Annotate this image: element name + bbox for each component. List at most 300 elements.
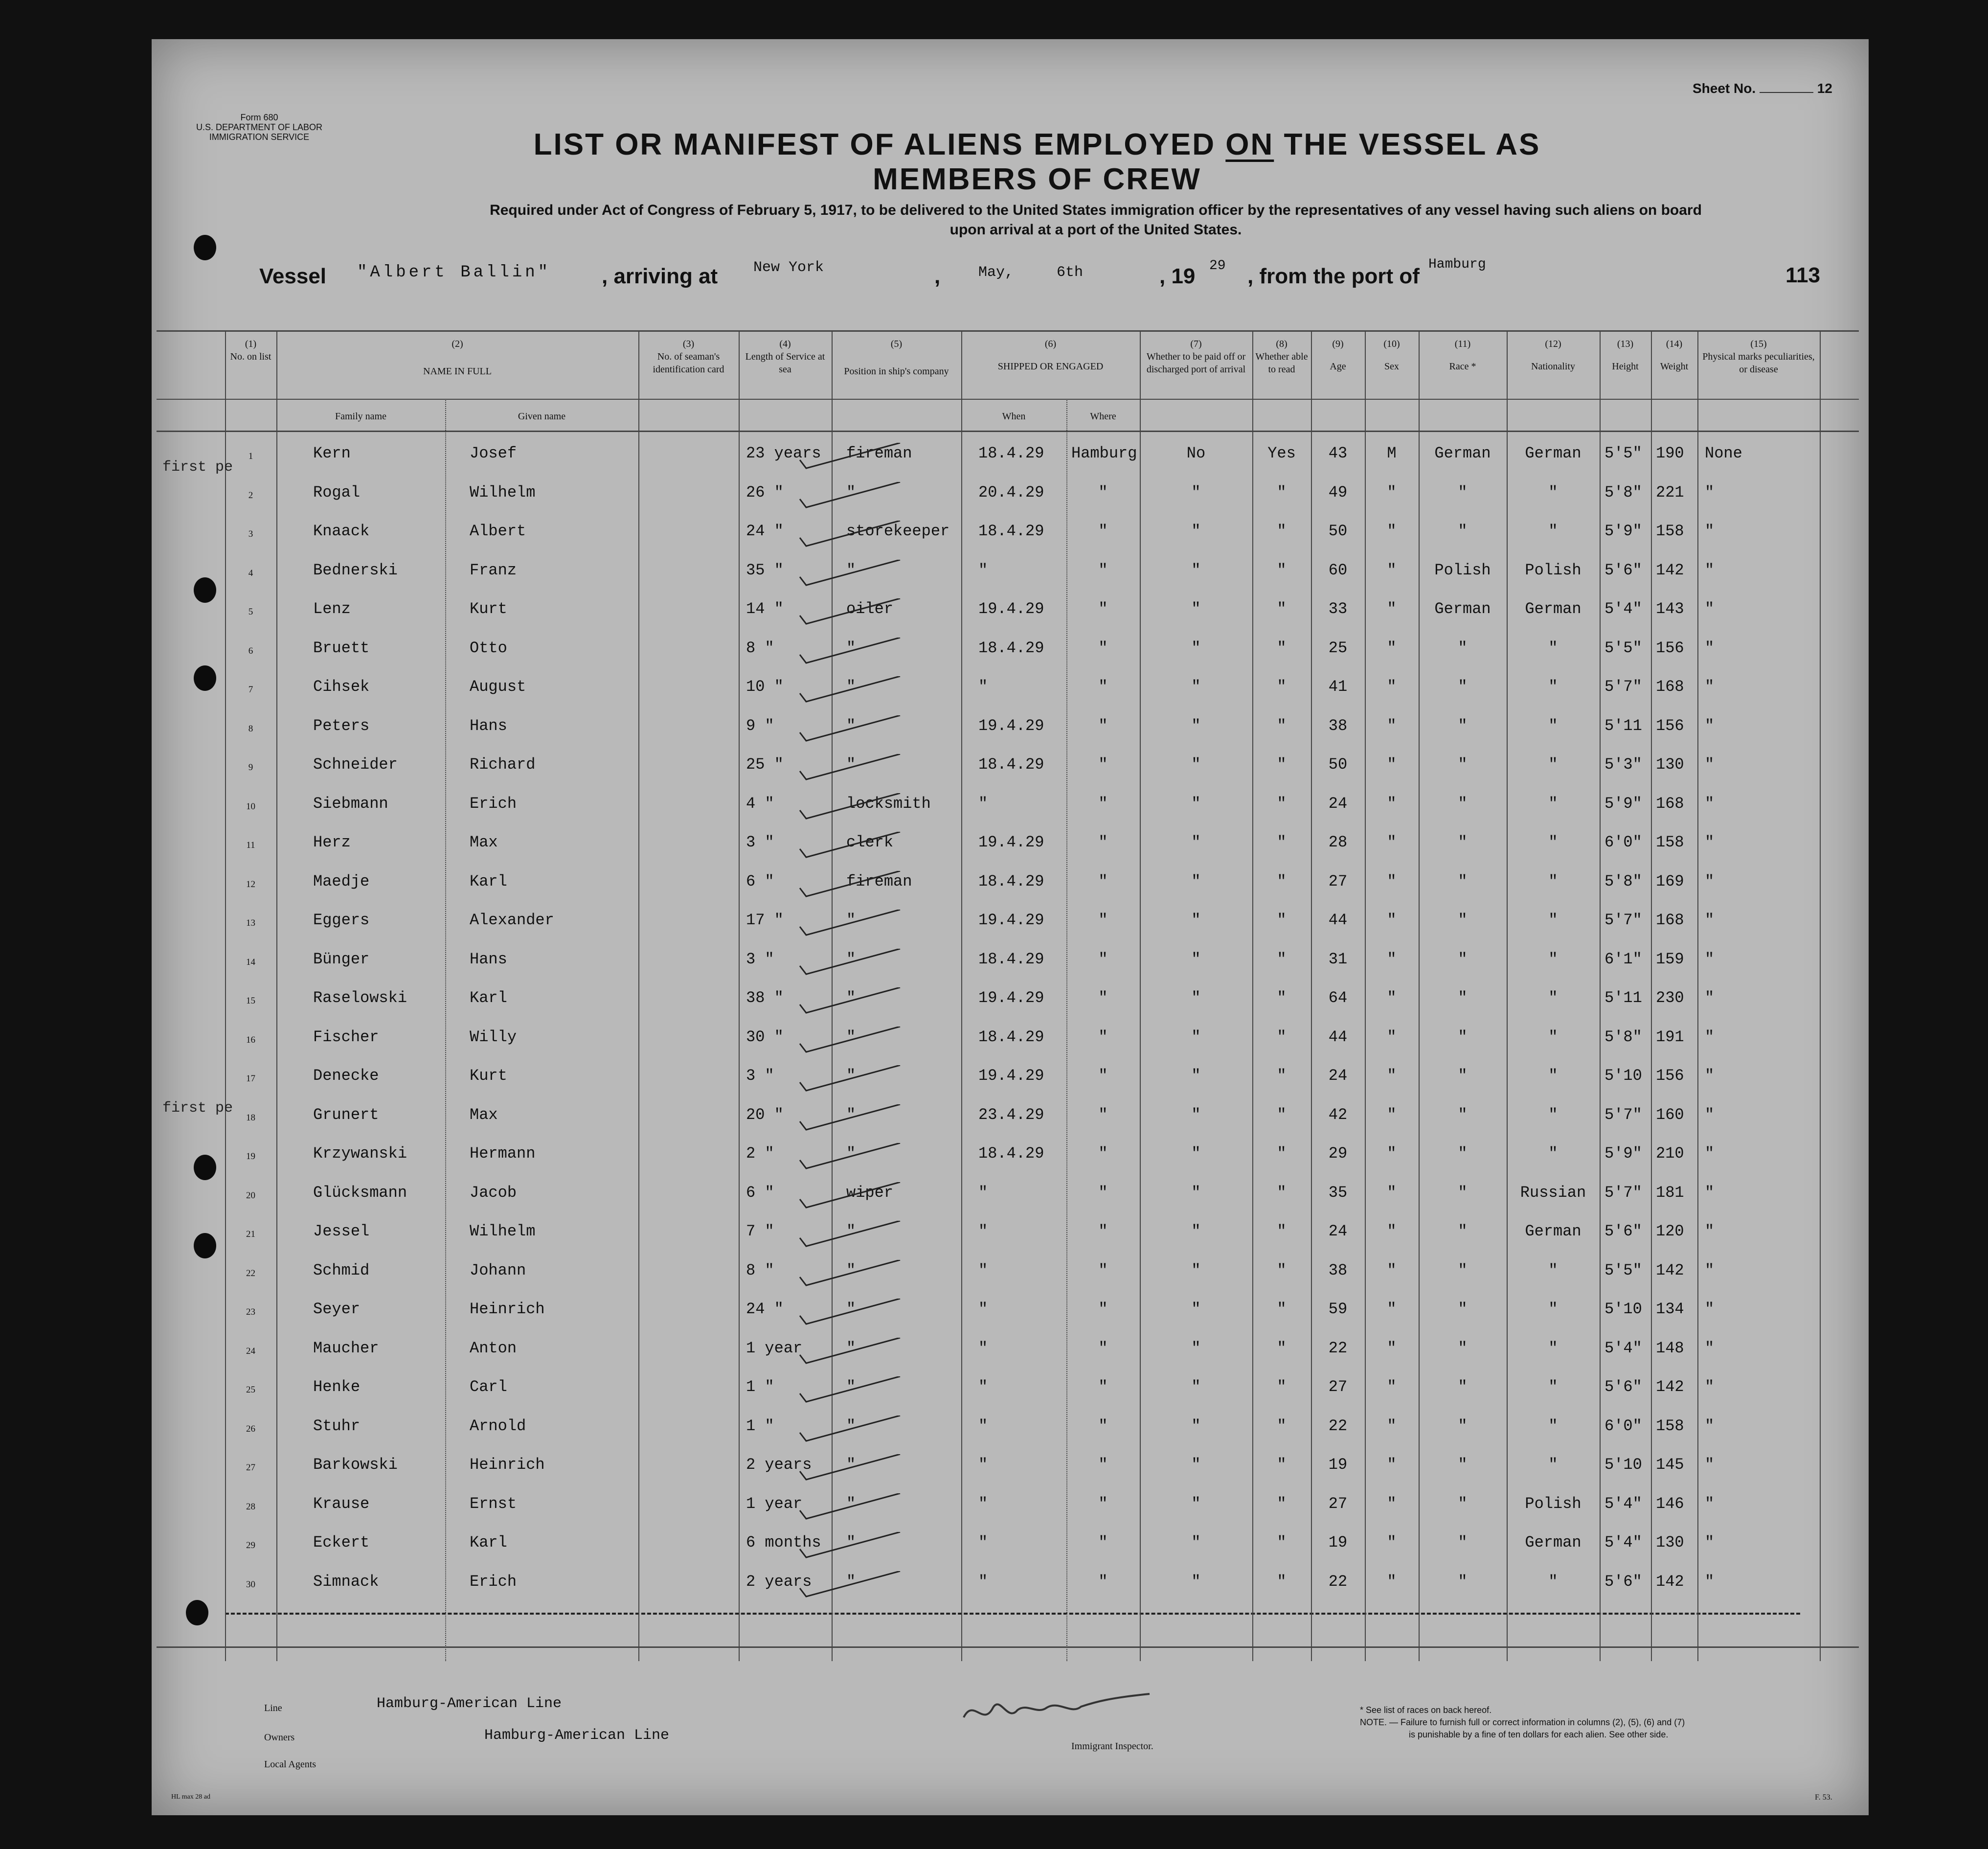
able-to-read: " <box>1277 1533 1287 1552</box>
given-name: Karl <box>470 1533 507 1552</box>
paid-off: " <box>1191 989 1201 1007</box>
height: 5'5" <box>1604 639 1642 657</box>
margin-note: first pe <box>162 459 233 476</box>
sex: " <box>1387 1067 1397 1085</box>
given-name: Richard <box>470 755 536 774</box>
check-mark <box>797 676 905 706</box>
sex: " <box>1387 1572 1397 1591</box>
row-number: 3 <box>248 529 253 539</box>
position: " <box>846 755 856 774</box>
binder-hole <box>186 1600 208 1625</box>
position: " <box>846 1339 856 1357</box>
from-label: , from the port of <box>1247 264 1420 288</box>
physical-marks: " <box>1705 1533 1715 1552</box>
shipped-where: " <box>1098 1300 1108 1318</box>
nationality: German <box>1525 444 1581 462</box>
nationality: " <box>1548 1572 1558 1591</box>
race: " <box>1458 755 1468 774</box>
race: " <box>1458 1572 1468 1591</box>
weight: 156 <box>1656 716 1684 735</box>
position: " <box>846 1144 856 1163</box>
shipped-when: 18.4.29 <box>978 444 1044 462</box>
shipped-when: 19.4.29 <box>978 833 1044 851</box>
race: " <box>1458 1533 1468 1552</box>
fine-note: NOTE. — Failure to furnish full or correct information in columns (2), (5), (6) and (7) <box>1360 1717 1685 1727</box>
nationality: " <box>1548 522 1558 540</box>
paid-off: " <box>1191 1183 1201 1202</box>
able-to-read: " <box>1277 1300 1287 1318</box>
check-mark <box>797 1104 905 1134</box>
physical-marks: " <box>1705 1105 1715 1124</box>
able-to-read: " <box>1277 1067 1287 1085</box>
service-length: 3 " <box>746 833 774 851</box>
race: " <box>1458 678 1468 696</box>
physical-marks: " <box>1705 483 1715 502</box>
col-header-where: Where <box>1090 411 1116 422</box>
paid-off: " <box>1191 1339 1201 1357</box>
family-name: Lenz <box>313 600 351 618</box>
family-name: Maucher <box>313 1339 379 1357</box>
owners-value: Hamburg-American Line <box>484 1727 670 1744</box>
service-length: 6 months <box>746 1533 821 1552</box>
col-header-race: (11) Race * <box>1449 339 1476 372</box>
paid-off: " <box>1191 1494 1201 1513</box>
col-header-when: When <box>1002 411 1026 422</box>
line-value: Hamburg-American Line <box>377 1695 562 1712</box>
able-to-read: " <box>1277 1183 1287 1202</box>
shipped-where: " <box>1098 1416 1108 1435</box>
physical-marks: " <box>1705 911 1715 929</box>
height: 6'0" <box>1604 1416 1642 1435</box>
able-to-read: " <box>1277 1378 1287 1396</box>
able-to-read: " <box>1277 716 1287 735</box>
given-name: Karl <box>470 872 507 890</box>
shipped-when: 18.4.29 <box>978 872 1044 890</box>
physical-marks: " <box>1705 1144 1715 1163</box>
position: " <box>846 989 856 1007</box>
sex: " <box>1387 1456 1397 1474</box>
row-number: 9 <box>248 762 253 773</box>
check-mark <box>797 754 905 783</box>
able-to-read: " <box>1277 1105 1287 1124</box>
row-number: 6 <box>248 645 253 656</box>
service-length: 10 " <box>746 678 784 696</box>
fine-note-cont: is punishable by a fine of ten dollars for each alien. See other side. <box>1409 1730 1669 1739</box>
col-header-read: (8) Whether able to read <box>1255 339 1308 375</box>
weight: 159 <box>1656 950 1684 968</box>
nationality: Polish <box>1525 1494 1581 1513</box>
family-name: Raselowski <box>313 989 407 1007</box>
family-name: Krause <box>313 1494 370 1513</box>
given-name: Hans <box>470 716 507 735</box>
binder-hole <box>194 235 216 260</box>
physical-marks: None <box>1705 444 1742 462</box>
sex: " <box>1387 522 1397 540</box>
physical-marks: " <box>1705 1456 1715 1474</box>
height: 5'6" <box>1604 1378 1642 1396</box>
service-length: 2 years <box>746 1572 812 1591</box>
col-sep <box>1066 399 1067 1661</box>
shipped-where: " <box>1098 872 1108 890</box>
weight: 120 <box>1656 1222 1684 1240</box>
height: 5'3" <box>1604 755 1642 774</box>
height: 5'7" <box>1604 1183 1642 1202</box>
physical-marks: " <box>1705 1339 1715 1357</box>
weight: 160 <box>1656 1105 1684 1124</box>
inspector-label: Immigrant Inspector. <box>1071 1741 1153 1752</box>
service-length: 7 " <box>746 1222 774 1240</box>
able-to-read: " <box>1277 1339 1287 1357</box>
service-length: 2 " <box>746 1144 774 1163</box>
shipped-when: " <box>978 1456 988 1474</box>
family-name: Peters <box>313 716 370 735</box>
shipped-where: " <box>1098 1494 1108 1513</box>
nationality: " <box>1548 678 1558 696</box>
service-length: 25 " <box>746 755 784 774</box>
sex: " <box>1387 833 1397 851</box>
age: 43 <box>1328 444 1348 462</box>
shipped-when: " <box>978 1339 988 1357</box>
able-to-read: " <box>1277 1456 1287 1474</box>
check-mark <box>797 1143 905 1172</box>
position: " <box>846 1456 856 1474</box>
sex: " <box>1387 1222 1397 1240</box>
row-number: 10 <box>246 801 255 812</box>
family-name: Schneider <box>313 755 398 774</box>
race: " <box>1458 483 1468 502</box>
col-header-age: (9) Age <box>1330 339 1346 372</box>
sex: " <box>1387 678 1397 696</box>
shipped-when: " <box>978 1378 988 1396</box>
arriving-port: New York <box>753 259 824 276</box>
sex: " <box>1387 1027 1397 1046</box>
physical-marks: " <box>1705 522 1715 540</box>
race: " <box>1458 1416 1468 1435</box>
sex: " <box>1387 872 1397 890</box>
family-name: Eckert <box>313 1533 370 1552</box>
sex: " <box>1387 1105 1397 1124</box>
binder-hole <box>194 577 216 603</box>
check-mark <box>797 1571 905 1600</box>
position: " <box>846 1572 856 1591</box>
shipped-when: 19.4.29 <box>978 716 1044 735</box>
age: 49 <box>1328 483 1348 502</box>
weight: 221 <box>1656 483 1684 502</box>
height: 6'0" <box>1604 833 1642 851</box>
nationality: " <box>1548 872 1558 890</box>
age: 42 <box>1328 1105 1348 1124</box>
check-mark <box>797 482 905 511</box>
age: 44 <box>1328 1027 1348 1046</box>
shipped-where: " <box>1098 639 1108 657</box>
year-prefix: , 19 <box>1159 264 1196 288</box>
year-suffix: 29 <box>1209 258 1226 274</box>
nationality: " <box>1548 1067 1558 1085</box>
paid-off: " <box>1191 1067 1201 1085</box>
paid-off: " <box>1191 1144 1201 1163</box>
row-number: 20 <box>246 1190 255 1201</box>
weight: 168 <box>1656 678 1684 696</box>
able-to-read: " <box>1277 483 1287 502</box>
service-length: 1 year <box>746 1494 803 1513</box>
row-number: 14 <box>246 957 255 967</box>
col-header-marks: (15) Physical marks peculiarities, or disease <box>1702 339 1815 375</box>
given-name: Wilhelm <box>470 483 536 502</box>
height: 5'8" <box>1604 1027 1642 1046</box>
height: 5'10 <box>1604 1067 1642 1085</box>
height: 5'6" <box>1604 1572 1642 1591</box>
sex: " <box>1387 483 1397 502</box>
given-name: Albert <box>470 522 526 540</box>
physical-marks: " <box>1705 1494 1715 1513</box>
weight: 134 <box>1656 1300 1684 1318</box>
weight: 156 <box>1656 639 1684 657</box>
given-name: Ernst <box>470 1494 517 1513</box>
check-mark <box>797 1415 905 1445</box>
date-month: May, <box>978 264 1014 281</box>
shipped-when: 19.4.29 <box>978 1067 1044 1085</box>
sheet-label: Sheet No. <box>1693 81 1756 96</box>
shipped-when: " <box>978 1222 988 1240</box>
nationality: " <box>1548 1378 1558 1396</box>
able-to-read: " <box>1277 1494 1287 1513</box>
sex: " <box>1387 1183 1397 1202</box>
age: 35 <box>1328 1183 1348 1202</box>
sex: " <box>1387 639 1397 657</box>
nationality: " <box>1548 950 1558 968</box>
nationality: " <box>1548 1105 1558 1124</box>
nationality: Polish <box>1525 561 1581 579</box>
shipped-when: " <box>978 1494 988 1513</box>
weight: 168 <box>1656 911 1684 929</box>
height: 5'4" <box>1604 1339 1642 1357</box>
service-length: 26 " <box>746 483 784 502</box>
paid-off: " <box>1191 639 1201 657</box>
able-to-read: " <box>1277 872 1287 890</box>
position: " <box>846 1494 856 1513</box>
given-name: Carl <box>470 1378 507 1396</box>
service-length: 38 " <box>746 989 784 1007</box>
family-name: Seyer <box>313 1300 361 1318</box>
service-length: 1 year <box>746 1339 803 1357</box>
given-name: Alexander <box>470 911 554 929</box>
row-number: 30 <box>246 1579 255 1590</box>
physical-marks: " <box>1705 1416 1715 1435</box>
date-day: 6th <box>1057 264 1084 281</box>
col-sep <box>1600 330 1601 1661</box>
weight: 158 <box>1656 522 1684 540</box>
paid-off: " <box>1191 1572 1201 1591</box>
physical-marks: " <box>1705 1067 1715 1085</box>
age: 50 <box>1328 755 1348 774</box>
race: " <box>1458 1378 1468 1396</box>
given-name: Karl <box>470 989 507 1007</box>
weight: 130 <box>1656 1533 1684 1552</box>
service-length: 9 " <box>746 716 774 735</box>
sex: " <box>1387 1533 1397 1552</box>
row-number: 12 <box>246 879 255 890</box>
nationality: " <box>1548 794 1558 813</box>
weight: 158 <box>1656 833 1684 851</box>
row-number: 23 <box>246 1307 255 1317</box>
check-mark <box>797 1493 905 1523</box>
paid-off: " <box>1191 1105 1201 1124</box>
race: " <box>1458 522 1468 540</box>
race: " <box>1458 911 1468 929</box>
given-name: Willy <box>470 1027 517 1046</box>
race: " <box>1458 639 1468 657</box>
sex: " <box>1387 911 1397 929</box>
race: " <box>1458 794 1468 813</box>
physical-marks: " <box>1705 794 1715 813</box>
physical-marks: " <box>1705 678 1715 696</box>
shipped-where: " <box>1098 561 1108 579</box>
form-number: Form 680 <box>240 113 278 122</box>
nationality: German <box>1525 1533 1581 1552</box>
sex: " <box>1387 755 1397 774</box>
nationality: " <box>1548 1339 1558 1357</box>
nationality: " <box>1548 989 1558 1007</box>
nationality: " <box>1548 833 1558 851</box>
age: 31 <box>1328 950 1348 968</box>
shipped-when: 19.4.29 <box>978 600 1044 618</box>
line-label: Line <box>264 1703 282 1713</box>
paid-off: " <box>1191 1416 1201 1435</box>
table-bottom-rule <box>157 1646 1859 1648</box>
shipped-where: " <box>1098 678 1108 696</box>
paid-off: " <box>1191 561 1201 579</box>
service-length: 17 " <box>746 911 784 929</box>
family-name: Glücksmann <box>313 1183 407 1202</box>
service-length: 1 " <box>746 1378 774 1396</box>
position: fireman <box>846 872 912 890</box>
family-name: Denecke <box>313 1067 379 1085</box>
service-length: 3 " <box>746 1067 774 1085</box>
family-name: Stuhr <box>313 1416 361 1435</box>
height: 5'10 <box>1604 1300 1642 1318</box>
age: 22 <box>1328 1572 1348 1591</box>
age: 27 <box>1328 1378 1348 1396</box>
position: " <box>846 911 856 929</box>
row-number: 11 <box>246 840 255 850</box>
sheet-number-block <box>1693 81 1832 96</box>
given-name: Jacob <box>470 1183 517 1202</box>
binder-hole <box>194 1155 216 1180</box>
given-name: Kurt <box>470 1067 507 1085</box>
age: 24 <box>1328 1067 1348 1085</box>
shipped-when: " <box>978 1261 988 1279</box>
col-sep <box>961 330 962 1661</box>
family-name: Barkowski <box>313 1456 398 1474</box>
nationality: " <box>1548 716 1558 735</box>
weight: 146 <box>1656 1494 1684 1513</box>
sex: " <box>1387 1300 1397 1318</box>
family-name: Siebmann <box>313 794 388 813</box>
nationality: " <box>1548 1300 1558 1318</box>
page-code: 113 <box>1785 263 1820 287</box>
col-sep <box>638 330 639 1661</box>
position: " <box>846 678 856 696</box>
able-to-read: " <box>1277 1416 1287 1435</box>
check-mark <box>797 521 905 550</box>
given-name: Erich <box>470 794 517 813</box>
physical-marks: " <box>1705 833 1715 851</box>
paid-off: " <box>1191 1378 1201 1396</box>
weight: 190 <box>1656 444 1684 462</box>
physical-marks: " <box>1705 1183 1715 1202</box>
shipped-where: " <box>1098 1378 1108 1396</box>
col-header-position: (5) Position in ship's company <box>844 339 949 377</box>
col-sep <box>739 330 740 1661</box>
race: " <box>1458 1222 1468 1240</box>
weight: 143 <box>1656 600 1684 618</box>
print-code: HL max 28 ad <box>171 1793 210 1801</box>
physical-marks: " <box>1705 639 1715 657</box>
sex: M <box>1387 444 1397 462</box>
check-mark <box>797 1260 905 1289</box>
row-number: 17 <box>246 1073 255 1084</box>
age: 22 <box>1328 1416 1348 1435</box>
shipped-where: " <box>1098 1572 1108 1591</box>
sex: " <box>1387 1494 1397 1513</box>
check-mark <box>797 949 905 978</box>
race: " <box>1458 716 1468 735</box>
height: 5'4" <box>1604 1533 1642 1552</box>
nationality: " <box>1548 1456 1558 1474</box>
shipped-where: " <box>1098 522 1108 540</box>
position: " <box>846 1378 856 1396</box>
able-to-read: " <box>1277 989 1287 1007</box>
height: 5'6" <box>1604 1222 1642 1240</box>
shipped-where: " <box>1098 1222 1108 1240</box>
service-length: 8 " <box>746 639 774 657</box>
shipped-when: 18.4.29 <box>978 1144 1044 1163</box>
weight: 191 <box>1656 1027 1684 1046</box>
height: 5'9" <box>1604 522 1642 540</box>
row-number: 8 <box>248 723 253 734</box>
position: " <box>846 1222 856 1240</box>
position: clerk <box>846 833 894 851</box>
shipped-when: 19.4.29 <box>978 989 1044 1007</box>
service-length: 24 " <box>746 1300 784 1318</box>
local-agents-label: Local Agents <box>264 1759 316 1770</box>
family-name: Maedje <box>313 872 370 890</box>
age: 64 <box>1328 989 1348 1007</box>
col-header-family: Family name <box>335 411 386 422</box>
shipped-where: " <box>1098 1027 1108 1046</box>
sex: " <box>1387 1339 1397 1357</box>
family-name: Fischer <box>313 1027 379 1046</box>
race: " <box>1458 1456 1468 1474</box>
nationality: " <box>1548 1261 1558 1279</box>
age: 29 <box>1328 1144 1348 1163</box>
age: 33 <box>1328 600 1348 618</box>
margin-note: first pe <box>162 1100 233 1117</box>
nationality: " <box>1548 755 1558 774</box>
physical-marks: " <box>1705 561 1715 579</box>
position: storekeeper <box>846 522 950 540</box>
position: locksmith <box>846 794 931 813</box>
row-number: 29 <box>246 1540 255 1551</box>
nationality: " <box>1548 1416 1558 1435</box>
check-mark <box>797 598 905 628</box>
position: " <box>846 561 856 579</box>
shipped-where: " <box>1098 755 1108 774</box>
service-length: 14 " <box>746 600 784 618</box>
nationality: " <box>1548 1027 1558 1046</box>
family-name: Henke <box>313 1378 361 1396</box>
shipped-when: " <box>978 1572 988 1591</box>
